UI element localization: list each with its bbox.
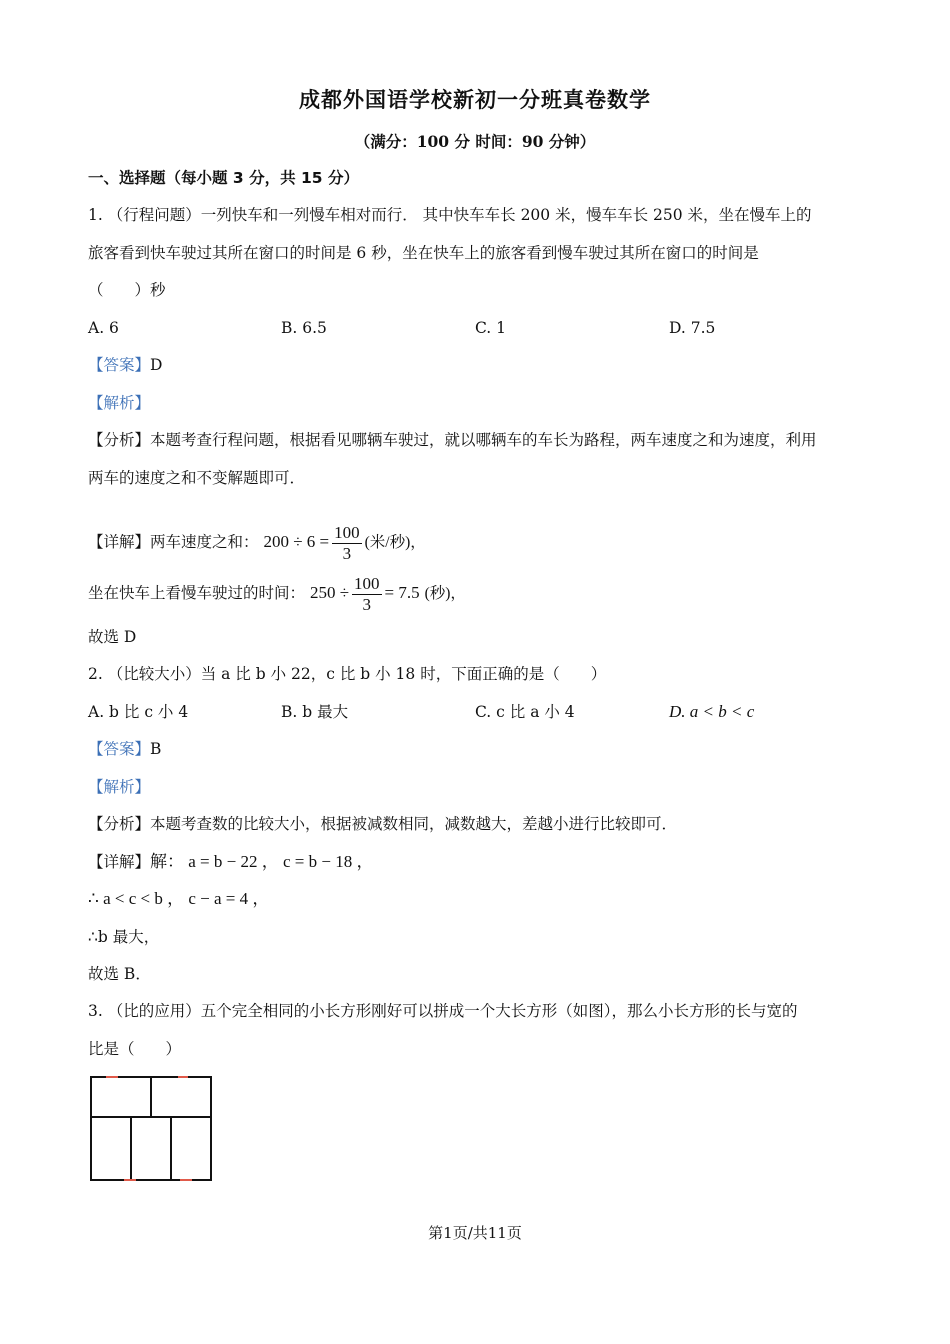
q2-detail-line3: ∴b 最大， [88,928,160,946]
fraction [332,523,362,564]
q2-detail-line1 [88,850,373,874]
q2-option-a: A. b 比 c 小 4 [88,703,189,721]
q2-option-c: C. c 比 a 小 4 [475,703,575,721]
fenxi-tag: 【分析】 [88,431,151,449]
fraction-numerator: 100 [334,522,360,542]
fraction-numerator: 100 [354,573,380,593]
fenxi-text: 本题考查行程问题，根据看见哪辆车驶过，就以哪辆车的车长为路程，两车速度之和为速度，利用 [150,431,817,449]
detail-text: 两车速度之和： [150,533,259,551]
detail-tag: 【详解】 [88,533,151,551]
unit: (米/秒)， [364,534,426,551]
q2-option-d: D. a < b < c [669,702,755,721]
q2-fenxi [88,812,677,836]
detail-expression: 250 ÷ [309,583,350,602]
q1-option-d: D. 7.5 [669,319,716,337]
page-title: 成都外国语学校新初一分班真卷数学 [299,88,651,112]
answer-value: D [150,356,163,374]
unit: (秒)， [424,585,466,602]
q1-fenxi-line2: 两车的速度之和不变解题即可． [88,469,306,487]
q1-detail-line2 [88,571,466,616]
q1-analysis-tag: 【解析】 [88,394,151,412]
q3-stem-line1: 3. （比的应用）五个完全相同的小长方形刚好可以拼成一个大长方形（如图），那么小长方形的长与宽的 [88,1002,798,1020]
q1-fenxi-line1 [88,428,817,452]
detail-expression: 解： a = b − 22 ， c = b − 18 ， [150,852,374,871]
q1-option-b: B. 6.5 [281,319,327,337]
detail-text: 坐在快车上看慢车驶过的时间： [88,584,306,602]
q1-answer [88,353,162,377]
q1-stem-line2: 旅客看到快车驶过其所在窗口的时间是 6 秒，坐在快车上的旅客看到慢车驶过其所在窗口的时间是 [88,244,759,262]
q1-detail-line1 [88,520,426,565]
fraction-denominator: 3 [342,543,352,563]
q1-stem-line1: 1. （行程问题）一列快车和一列慢车相对而行． 其中快车车长 200 米，慢车车长 250 米，坐在慢车上的 [88,206,812,224]
q2-detail-line2: ∴ a < c < b ， c − a = 4 ， [88,889,270,908]
detail-tag: 【详解】 [88,853,151,871]
detail-expression: = 7.5 [384,583,420,602]
q2-analysis-tag: 【解析】 [88,778,151,796]
fenxi-text: 本题考查数的比较大小，根据被减数相同，减数越大，差越小进行比较即可． [150,815,678,833]
q2-answer [88,737,161,761]
section-heading: 一、选择题（每小题 3 分，共 15 分） [88,169,359,187]
q1-option-a: A. 6 [88,319,119,337]
answer-value: B [150,740,162,758]
q2-conclusion: 故选 B． [88,965,151,983]
answer-tag: 【答案】 [88,356,151,374]
q1-stem-line3: （ ）秒 [88,281,166,299]
rectangles-figure [88,1074,214,1184]
q2-option-b: B. b 最大 [281,703,349,721]
detail-expression: 200 ÷ 6 = [263,532,330,551]
exam-info: （满分：100 分 时间：90 分钟） [354,132,596,151]
fraction [352,574,382,615]
page-footer: 第1页/共11页 [428,1224,522,1242]
q3-stem-line2: 比是（ ） [88,1040,182,1058]
q1-conclusion: 故选 D [88,628,137,646]
fenxi-tag: 【分析】 [88,815,151,833]
q1-option-c: C. 1 [475,319,507,337]
q2-stem: 2. （比较大小）当 a 比 b 小 22，c 比 b 小 18 时，下面正确的是（ ） [88,665,607,683]
fraction-denominator: 3 [362,594,372,614]
answer-tag: 【答案】 [88,740,151,758]
